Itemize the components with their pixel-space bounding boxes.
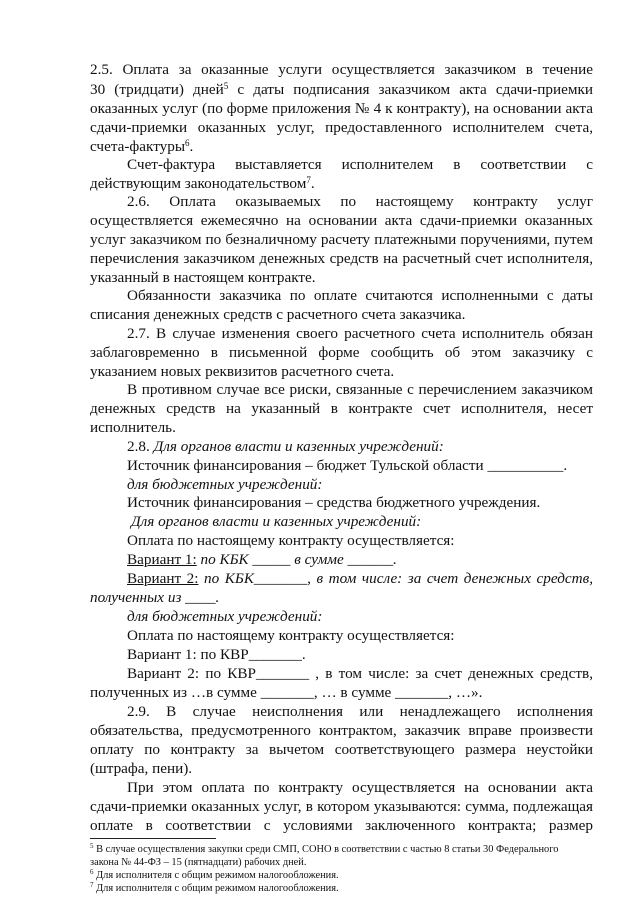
clause-2-5-line-4: сдачи-приемки оказанных услуг, предоставленного исполнителем счета, [90,119,593,136]
budget-institutions-heading-2: для бюджетных учреждений: [127,608,323,625]
footnote-7: $^7$ Для исполнителя с общим режимом налогообложения. [90,881,339,894]
invoice-line-2: действующим законодательством$^7$. [90,175,315,192]
clause-2-9-line-1: 2.9. В случае неисполнения или ненадлежащего исполнения [127,703,593,720]
clause-2-9-line-2: обязательства, предусмотренного контрактом, заказчик вправе произвести [90,722,593,739]
kbk-variant-2-line-2: полученных из ____. [90,589,220,606]
clause-2-6-line-5: указанный в настоящем контракте. [90,269,316,286]
footnote-6: $^6$ Для исполнителя с общим режимом налогообложения. [90,868,339,881]
clause-2-5-line-1: 2.5. Оплата за оказанные услуги осуществляется заказчиком в течение [90,61,593,78]
clause-2-5-line-2: 30 (тридцати) дней$^5$ с даты подписания заказчиком акта сдачи-приемки [90,81,593,98]
clause-2-9-line-3: оплату по контракту за вычетом соответствующего размера неустойки [90,741,593,758]
obligations-line-2: списания денежных средств с расчетного счета заказчика. [90,306,466,323]
payment-line-1: При этом оплата по контракту осуществляется на основании акта [127,779,593,796]
footnote-ref-6[interactable]: 6 [185,138,190,148]
clause-2-6-line-3: услуг заказчиком по безналичному расчету платежными поручениями, путем [90,231,593,248]
clause-2-5-line-5: счета-фактуры$^6$. [90,138,194,155]
clause-2-8-heading: 2.8. Для органов власти и казенных учреждений: [127,438,444,455]
government-bodies-heading: Для органов власти и казенных учреждений: [131,513,422,530]
clause-2-6-line-4: перечисления заказчиком денежных средств на расчетный счет исполнителя, [90,250,593,267]
footnote-separator [90,838,216,839]
clause-2-6-line-2: осуществляется ежемесячно на основании акта сдачи-приемки оказанных [90,212,593,229]
clause-2-7-line-2: заблаговременно в письменной форме сообщить об этом заказчику с [90,344,593,361]
kvr-variant-2-line-2: полученных из …в сумме _______, … в сумме _______, …». [90,684,483,701]
kvr-variant-2-line-1: Вариант 2: по КВР_______ , в том числе: за счет денежных средств, [127,665,593,682]
footnote-5-line-1: $^5$ В случае осуществления закупки среди СМП, СОНО в соответствии с частью 8 статьи 30 Федерального [90,842,559,855]
payment-line-3: оплате в соответствии с условиями заключенного контракта; размер [90,817,593,834]
kbk-variant-2-line-1: Вариант 2: по КБК_______, в том числе: за счет денежных средств, [127,570,593,587]
risks-line-1: В противном случае все риски, связанные с перечислением заказчиком [127,381,593,398]
payment-line-2: сдачи-приемки оказанных услуг, в котором указываются: сумма, подлежащая [90,798,593,815]
funding-source-institution: Источник финансирования – средства бюджетного учреждения. [127,494,541,511]
payment-statement-2: Оплата по настоящему контракту осуществляется: [127,627,455,644]
footnote-ref-5[interactable]: 5 [223,81,229,91]
kvr-variant-1: Вариант 1: по КВР_______. [127,646,306,663]
footnote-ref-7[interactable]: 7 [306,175,311,185]
invoice-line-1: Счет-фактура выставляется исполнителем в соответствии с [127,156,593,173]
obligations-line-1: Обязанности заказчика по оплате считаются исполненными с даты [127,287,593,304]
clause-2-5-line-3: оказанных услуг (по форме приложения № 4 к контракту), на основании акта [90,100,593,117]
risks-line-3: исполнитель. [90,419,176,436]
budget-institutions-heading: для бюджетных учреждений: [127,476,323,493]
risks-line-2: денежных средств на указанный в контракте счет исполнителя, несет [90,400,593,417]
clause-2-7-line-1: 2.7. В случае изменения своего расчетного счета исполнитель обязан [127,325,593,342]
kbk-variant-1: Вариант 1: по КБК _____ в сумме ______. [127,551,397,568]
funding-source-regional: Источник финансирования – бюджет Тульской области __________. [127,457,568,474]
clause-2-6-line-1: 2.6. Оплата оказываемых по настоящему контракту услуг [127,193,593,210]
clause-2-9-line-4: (штрафа, пени). [90,760,193,777]
footnote-5-line-2: закона № 44-ФЗ – 15 (пятнадцати) рабочих дней. [90,857,307,868]
payment-statement-1: Оплата по настоящему контракту осуществляется: [127,532,455,549]
clause-2-7-line-3: указанием новых реквизитов расчетного счета. [90,363,395,380]
